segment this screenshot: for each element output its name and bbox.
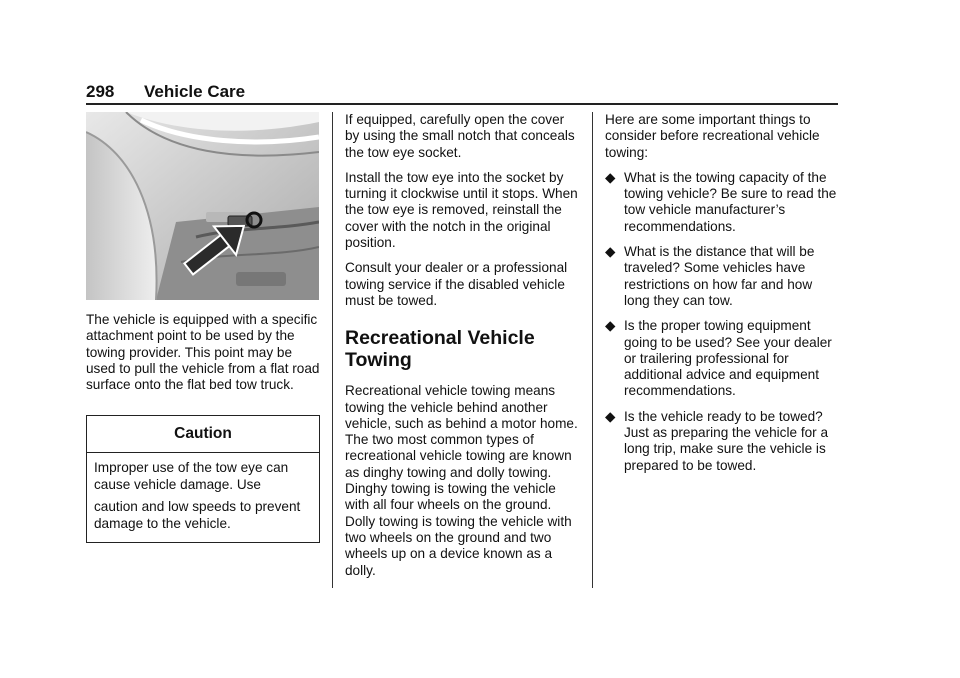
- section-heading: Recreational Vehicle Towing: [345, 327, 535, 372]
- column-right: [605, 112, 841, 474]
- column-middle: [345, 112, 581, 579]
- caution-paragraph: caution and low speeds to prevent damage to the vehicle.: [94, 498, 301, 531]
- page-number: 298: [86, 82, 115, 101]
- intro-paragraph: Here are some important things to consider before recreational vehicle towing:: [605, 112, 820, 160]
- tow-eye-attachment-illustration-icon: [86, 112, 319, 300]
- column-left: [86, 112, 322, 543]
- body-paragraph: If equipped, carefully open the cover by using the small notch that conceals the tow eye socket.: [345, 112, 575, 160]
- list-item: [605, 409, 841, 474]
- page-header: [86, 82, 245, 102]
- tow-eye-figure: [86, 112, 319, 300]
- caution-body: [87, 453, 319, 542]
- caution-box: [86, 415, 320, 542]
- list-item-text: Is the proper towing equipment going to be used? See your dealer or trailering professional for additional advice and equipment recommendations.: [624, 318, 832, 399]
- bullet-icon: ◆: [605, 244, 616, 260]
- body-paragraph: Recreational vehicle towing means towing the vehicle behind another vehicle, such as behind a motor home. The two most common types of recreational vehicle towing are known as dinghy towing and dolly towing. Dinghy towing is towing the vehicle with all four wheels on the ground. Dolly towing is towing the vehicle with two wheels on the ground and two wheels up on a device known as a dolly.: [345, 383, 578, 578]
- caution-title: Caution: [87, 416, 319, 452]
- section-title: Vehicle Care: [144, 82, 246, 101]
- list-item-text: Is the vehicle ready to be towed? Just as preparing the vehicle for a long trip, make sure the vehicle is prepared to be towed.: [624, 408, 829, 473]
- body-paragraph: Consult your dealer or a professional towing service if the disabled vehicle must be towed.: [345, 260, 568, 308]
- list-item-text: What is the distance that will be traveled? Some vehicles have restrictions on how far and how long they can tow.: [624, 244, 815, 308]
- list-item: [605, 170, 841, 235]
- column-divider: [592, 112, 593, 588]
- body-paragraph: Install the tow eye into the socket by turning it clockwise until it stops. When the tow eye is removed, reinstall the cover with the notch in the original position.: [345, 169, 578, 251]
- bullet-icon: ◆: [605, 318, 616, 334]
- header-rule: [86, 103, 838, 105]
- bullet-list: [605, 170, 841, 474]
- list-item-text: What is the towing capacity of the towing vehicle? Be sure to read the tow vehicle manufacturer’s recommendations.: [624, 169, 837, 234]
- list-item: [605, 318, 841, 399]
- column-divider: [332, 112, 333, 588]
- bullet-icon: ◆: [605, 169, 616, 185]
- bullet-icon: ◆: [605, 408, 616, 424]
- tow-attachment-paragraph: The vehicle is equipped with a specific attachment point to be used by the towing provider. This point may be used to pull the vehicle from a flat road surface onto the flat bed tow truck.: [86, 312, 320, 393]
- list-item: [605, 244, 841, 309]
- caution-paragraph: Improper use of the tow eye can cause vehicle damage. Use: [94, 459, 289, 492]
